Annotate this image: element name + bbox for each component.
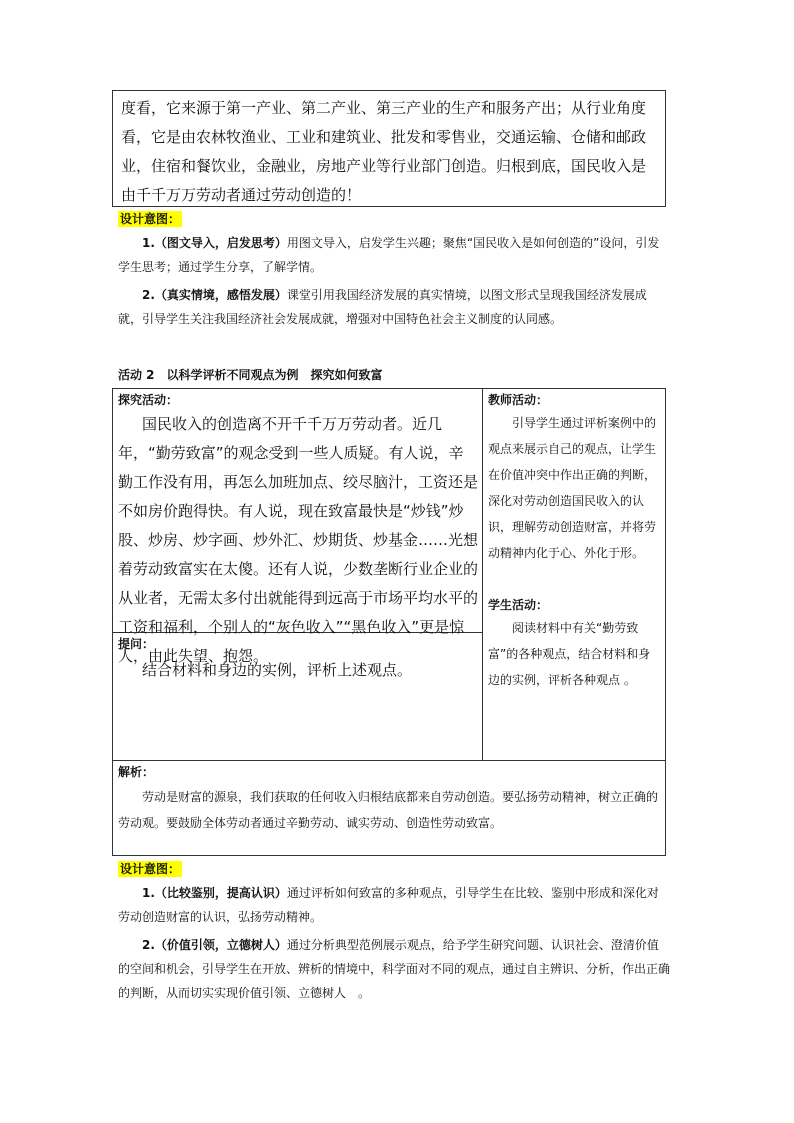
analysis-text: 劳动是财富的源泉，我们获取的任何收入归根结底都来自劳动创造。要弘扬劳动精神，树立正确的劳动观。要鼓励全体劳动者通过辛勤劳动、诚实劳动、创造性劳动致富。 bbox=[118, 790, 659, 830]
design-intent-1-item-1: 1.（图文导入，启发思考）用图文导入，启发学生兴趣；聚焦“国民收入是如何创造的”设问，引发学生思考；通过学生分享，了解学情。 bbox=[118, 236, 660, 274]
teacher-label: 教师活动： bbox=[488, 393, 549, 407]
explore-label: 探究活动： bbox=[118, 393, 179, 407]
design-intent-1 bbox=[118, 208, 670, 331]
table-divider-vertical bbox=[482, 388, 483, 760]
analysis-label: 解析： bbox=[118, 765, 155, 779]
teacher-activity-cell bbox=[488, 391, 660, 693]
student-label: 学生活动： bbox=[488, 598, 549, 612]
question-label: 提问： bbox=[118, 637, 155, 651]
question-cell bbox=[118, 635, 478, 685]
explore-activity-cell bbox=[118, 391, 478, 671]
table-divider-analysis bbox=[112, 760, 666, 761]
design-intent-2-item-1: 1.（比较鉴别，提高认识）通过评析如何致富的多种观点，引导学生在比较、鉴别中形成和深化对劳动创造财富的认识，弘扬劳动精神。 bbox=[118, 886, 659, 924]
teacher-text: 引导学生通过评析案例中的观点来展示自己的观点，让学生在价值冲突中作出正确的判断，深化对劳动创造国民收入的认识，理解劳动创造财富，并将劳动精神内化于心、外化于形。 bbox=[488, 416, 657, 560]
analysis-cell bbox=[118, 763, 660, 836]
design-intent-1-label: 设计意图： bbox=[120, 212, 181, 226]
design-intent-2-label: 设计意图： bbox=[120, 862, 181, 876]
design-intent-1-item-2: 2.（真实情境，感悟发展）课堂引用我国经济发展的真实情境，以图文形式呈现我国经济发展成就，引导学生关注我国经济社会发展成就，增强对中国特色社会主义制度的认同感。 bbox=[118, 288, 647, 326]
question-text: 结合材料和身边的实例，评析上述观点。 bbox=[142, 661, 413, 679]
activity-2-title: 活动 2 以科学评析不同观点为例 探究如何致富 bbox=[118, 368, 383, 382]
student-text: 阅读材料中有关“勤劳致富”的各种观点，结合材料和身边的实例，评析各种观点 。 bbox=[488, 621, 651, 687]
design-intent-2 bbox=[118, 858, 670, 1005]
top-text-box bbox=[112, 90, 666, 207]
top-box-text: 度看，它来源于第一产业、第二产业、第三产业的生产和服务产出；从行业角度看，它是由农林牧渔业、工业和建筑业、批发和零售业，交通运输、仓储和邮政业，住宿和餐饮业，金融业，房地产业等行业部门创造。归根到底，国民收入是由千千万万劳动者通过劳动创造的！ bbox=[121, 99, 647, 204]
explore-text: 国民收入的创造离不开千千万万劳动者。近几年，“勤劳致富”的观念受到一些人质疑。有人说，辛勤工作没有用，再怎么加班加点、绞尽脑汁，工资还是不如房价跑得快。有人说，现在致富最快是“炒钱”炒股、炒房、炒字画、炒外汇、炒期货、炒基金……光想着劳动致富实在太傻。还有人说，少数垄断行业企业的从业者，无需太多付出就能得到远高于市场平均水平的工资和福利，个别人的“灰色收入”“黑色收入”更是惊人，由此失望、抱怨。 bbox=[118, 415, 479, 665]
design-intent-2-item-2: 2.（价值引领，立德树人）通过分析典型范例展示观点，给予学生研究问题、认识社会、澄清价值的空间和机会，引导学生在开放、辨析的情境中，科学面对不同的观点，通过自主辨识、分析，作出正确的判断，从而切实实现价值引领、立德树人 。 bbox=[118, 938, 671, 1000]
